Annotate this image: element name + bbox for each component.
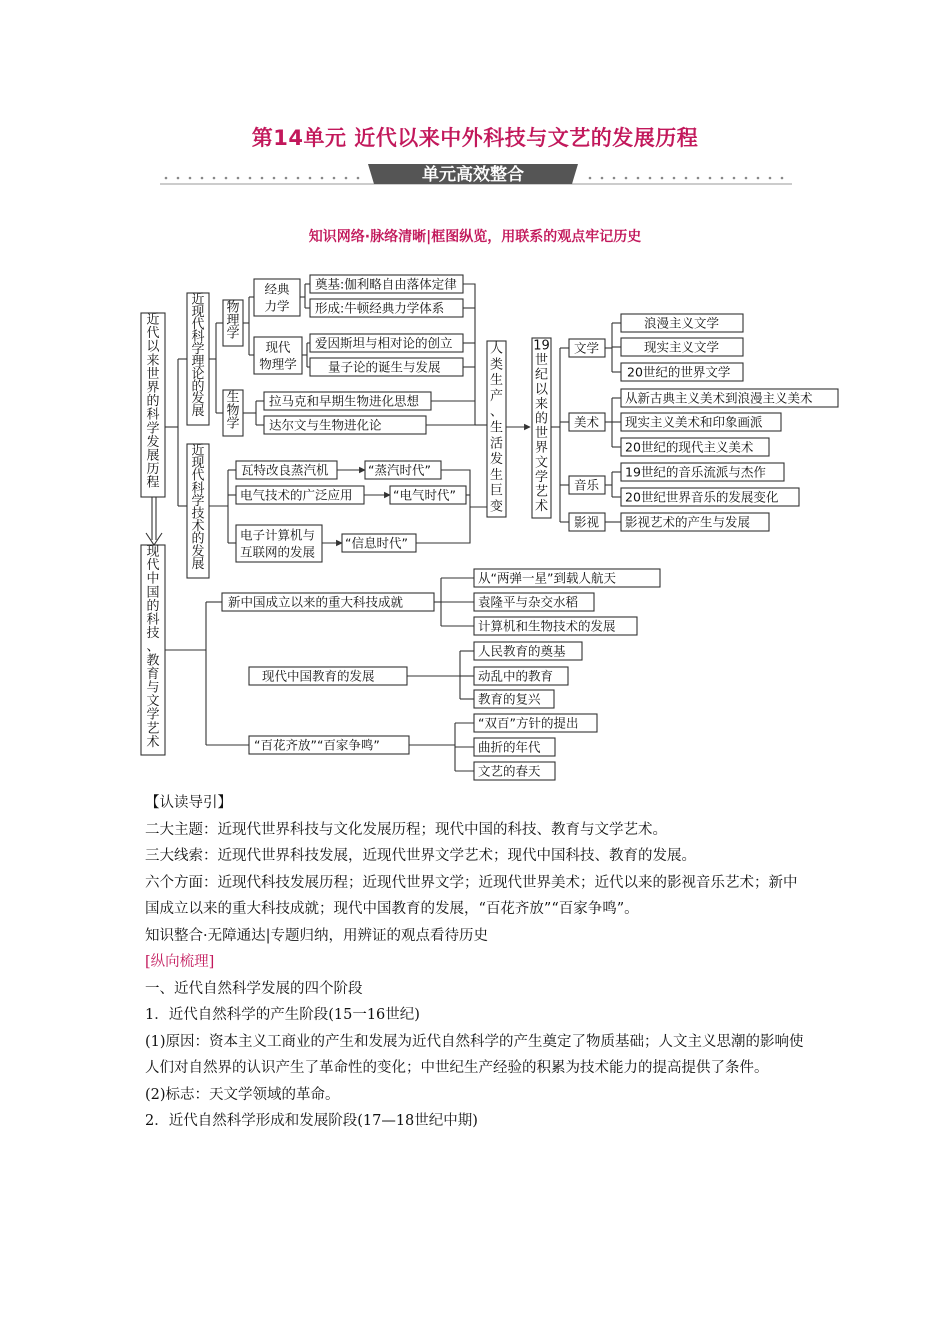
modern-2-text: 量子论的诞生与发展	[328, 359, 441, 375]
guide-heading: 【认读导引】	[145, 795, 232, 811]
root-bottom-text-char: 、	[146, 639, 160, 655]
box-classical-1	[310, 275, 463, 293]
modern-physics-l1: 现代	[265, 339, 291, 355]
tech-1-text: 瓦特改良蒸汽机	[241, 462, 329, 478]
tech-text-char: 科	[191, 481, 205, 497]
root-top-text-char: 学	[146, 421, 160, 437]
life-change-text-char: 巨	[489, 483, 504, 499]
life-change-text-char: 人	[489, 341, 504, 357]
theory-text-char: 近	[191, 292, 205, 308]
theory-text-char: 科	[191, 329, 205, 345]
box-lit-1	[621, 314, 743, 332]
classical-2-text: 形成:牛顿经典力学体系	[315, 300, 445, 316]
film-text: 影视	[574, 514, 600, 530]
box-art-2	[621, 413, 781, 431]
tech-3b-text: 互联网的发展	[240, 544, 316, 560]
banner-label: 单元高效整合	[422, 165, 524, 185]
box-film	[569, 513, 605, 531]
theory-text-char: 理	[191, 354, 205, 370]
root-bottom-text-char: 的	[146, 598, 160, 614]
root-bottom-text-char: 艺	[146, 721, 160, 737]
art-1-text: 从新古典主义美术到浪漫主义美术	[625, 390, 813, 406]
theory-text-char: 发	[191, 391, 205, 407]
life-change-text-char: 变	[489, 499, 504, 515]
box-modern-1	[310, 334, 463, 352]
arts19-text-char: 艺	[534, 484, 549, 500]
box-tech-2	[236, 486, 364, 504]
modern-1-text: 爱因斯坦与相对论的创立	[315, 335, 453, 351]
arts19-text	[533, 339, 550, 515]
theory-text-char: 代	[191, 317, 205, 333]
arts19-text-char: 纪	[534, 367, 549, 383]
root-top-text-char: 历	[146, 462, 160, 478]
arts19-text-char: 术	[534, 499, 549, 515]
cn-sci-3-text: 计算机和生物技术的发展	[478, 618, 616, 634]
biology-text-char: 生	[226, 390, 240, 406]
root-bottom-text-char: 代	[146, 558, 160, 574]
art-2-text: 现实主义美术和印象画派	[625, 414, 763, 430]
root-bottom-text-char: 育	[146, 666, 160, 682]
cn-sci-text: 新中国成立以来的重大科技成就	[228, 594, 404, 610]
lit-3-text: 20世纪的世界文学	[627, 364, 731, 380]
box-art	[569, 413, 605, 431]
root-top-text-char: 发	[146, 434, 160, 450]
cn-sci-2-text: 袁隆平与杂交水稻	[478, 594, 579, 610]
physics-text	[226, 300, 239, 342]
root-top-text-char: 来	[146, 353, 160, 369]
biology-text-char: 物	[226, 403, 240, 419]
box-cn-edu-1	[474, 642, 582, 660]
root-top-text-char: 展	[146, 448, 160, 464]
box-music-1	[621, 463, 784, 481]
heading-four-stages: 一、近代自然科学发展的四个阶段	[145, 980, 363, 997]
vertical-review-tag: [纵向梳理]	[145, 954, 215, 970]
root-top-text-char: 世	[146, 366, 160, 382]
section-heading: 知识整合·无障通达|专题归纳，用辨证的观点看待历史	[145, 927, 488, 944]
art-3-text: 20世纪的现代主义美术	[625, 439, 754, 455]
box-cn-sci-1	[474, 569, 660, 587]
root-top-text-char: 程	[146, 475, 160, 491]
page-title: 第14单元 近代以来中外科技与文艺的发展历程	[251, 126, 699, 150]
theory-text-char: 学	[191, 342, 205, 358]
root-top-text-char: 的	[146, 394, 160, 410]
cn-edu-text: 现代中国教育的发展	[262, 668, 375, 684]
root-top-text	[146, 313, 160, 491]
tech-3r-text: “信息时代”	[345, 535, 408, 551]
box-tech-1	[236, 461, 337, 479]
box-modern-physics	[254, 337, 302, 374]
box-classical	[254, 279, 300, 316]
box-cn-lit-3	[474, 762, 555, 780]
tech-text-char: 技	[191, 506, 205, 522]
film-1-text: 影视艺术的产生与发展	[625, 514, 751, 530]
arts19-text-char: 世	[534, 426, 549, 442]
arts19-text-char: 以	[534, 382, 549, 398]
bio-2-text: 达尔文与生物进化论	[269, 417, 382, 433]
life-change-text-char: 类	[489, 357, 504, 373]
music-2-text: 20世纪世界音乐的发展变化	[625, 489, 779, 505]
stage-1-sign: (2)标志：天文学领域的革命。	[145, 1086, 340, 1103]
root-bottom-text	[146, 545, 159, 750]
stage-2-heading: 2．近代自然科学形成和发展阶段(17—18世纪中期)	[145, 1113, 478, 1129]
tech-text-char: 展	[191, 556, 205, 572]
biology-text-char: 学	[226, 416, 240, 432]
root-bottom-text-char: 国	[146, 585, 160, 601]
cn-lit-text: “百花齐放”“百家争鸣”	[254, 737, 380, 753]
tech-text-char: 近	[191, 443, 205, 459]
tech-text-char: 现	[191, 456, 205, 472]
box-cn-sci-3	[474, 617, 637, 635]
life-change-text-char: 产	[489, 388, 504, 404]
box-cn-edu-3	[474, 690, 554, 708]
tech-1r-text: “蒸汽时代”	[368, 462, 431, 478]
biology-text	[226, 390, 239, 432]
lit-2-text: 现实主义文学	[644, 339, 720, 355]
physics-text-char: 理	[226, 313, 240, 329]
life-change-text-char: 、	[489, 404, 504, 420]
life-change-text	[490, 342, 503, 515]
tech-text-char: 术	[191, 519, 205, 535]
box-tech-2r	[390, 486, 466, 504]
root-top-text-char: 近	[146, 312, 160, 328]
tech-2-text: 电气技术的广泛应用	[240, 487, 353, 503]
cn-edu-1-text: 人民教育的奠基	[478, 643, 566, 659]
root-top-text-char: 科	[146, 407, 160, 423]
music-text: 音乐	[574, 477, 600, 493]
box-tech-3r	[342, 534, 416, 552]
body-text	[145, 790, 810, 1135]
theory-text	[191, 293, 204, 420]
box-cn-lit	[249, 736, 409, 754]
box-lit	[569, 339, 605, 357]
cn-lit-2-text: 曲折的年代	[478, 739, 541, 755]
root-bottom-text-char: 学	[146, 707, 160, 723]
life-change-text-char: 生	[489, 420, 504, 436]
box-art-1	[621, 389, 838, 407]
bio-1-text: 拉马克和早期生物进化思想	[269, 393, 420, 409]
box-music-2	[621, 488, 799, 506]
stage-1-cause: (1)原因：资本主义工商业的产生和发展为近代自然科学的产生奠定了物质基础；人文主义思潮的影响使人们对自然界的认识产生了革命性的变化；中世纪生产经验的积累为技术能力的提高提供了条件。	[145, 1033, 804, 1076]
box-bio-1	[264, 392, 431, 410]
cn-lit-3-text: 文艺的春天	[478, 763, 541, 779]
root-bottom-text-char: 术	[146, 734, 160, 750]
box-bio-2	[264, 416, 426, 434]
box-cn-lit-1	[474, 714, 597, 732]
paragraph-themes: 二大主题：近现代世界科技与文化发展历程；现代中国的科技、教育与文学艺术。	[145, 821, 667, 838]
art-text: 美术	[574, 414, 600, 430]
physics-text-char: 物	[226, 300, 240, 316]
box-cn-edu	[249, 667, 407, 685]
arts19-text-char: 来	[534, 396, 549, 412]
box-cn-edu-2	[474, 667, 568, 685]
root-bottom-text-char: 文	[146, 694, 160, 710]
cn-edu-2-text: 动乱中的教育	[478, 668, 554, 684]
arts19-text-char: 界	[534, 440, 549, 456]
box-cn-sci-2	[474, 593, 594, 611]
box-music	[569, 476, 605, 494]
arts19-text-char: 19	[533, 338, 550, 354]
box-cn-sci	[222, 593, 434, 611]
section-subtitle: 知识网络·脉络清晰|框图纵览，用联系的观点牢记历史	[308, 229, 642, 245]
life-change-text-char: 活	[489, 436, 504, 452]
root-top-text-char: 代	[146, 326, 160, 342]
box-cn-lit-2	[474, 738, 555, 756]
tech-text	[191, 444, 204, 572]
tech-text-char: 发	[191, 544, 205, 560]
lit-text: 文学	[574, 340, 600, 356]
classical-l1: 经典	[264, 281, 290, 297]
arts19-text-char: 文	[534, 455, 549, 471]
theory-text-char: 论	[191, 366, 205, 382]
root-top-text-char: 以	[146, 339, 160, 355]
theory-text-char: 的	[191, 379, 205, 395]
music-1-text: 19世纪的音乐流派与杰作	[625, 464, 766, 480]
tech-3a-text: 电子计算机与	[240, 527, 316, 543]
box-tech-1r	[365, 461, 441, 479]
arts19-text-char: 的	[534, 411, 549, 427]
root-bottom-text-char: 与	[146, 680, 160, 696]
root-top-text-char: 界	[146, 380, 160, 396]
modern-physics-l2: 物理学	[259, 356, 297, 372]
box-tech-3	[236, 525, 322, 562]
box-classical-2	[310, 299, 463, 317]
physics-text-char: 学	[226, 326, 240, 342]
life-change-text-char: 发	[489, 452, 504, 468]
classical-1-text: 奠基:伽利略自由落体定律	[315, 276, 457, 292]
arts19-text-char: 世	[534, 353, 549, 369]
tech-text-char: 的	[191, 531, 205, 547]
classical-l2: 力学	[264, 298, 290, 314]
box-art-3	[621, 438, 769, 456]
paragraph-threads: 三大线索：近现代世界科技发展，近现代世界文学艺术；现代中国科技、教育的发展。	[145, 848, 696, 864]
box-film-1	[621, 513, 769, 531]
root-bottom-text-char: 中	[146, 571, 160, 587]
cn-lit-1-text: “双百”方针的提出	[478, 715, 579, 731]
theory-text-char: 现	[191, 304, 205, 320]
cn-sci-1-text: 从“两弹一星”到载人航天	[478, 570, 616, 586]
theory-text-char: 展	[191, 404, 205, 420]
box-lit-3	[621, 363, 743, 381]
stage-1-heading: 1．近代自然科学的产生阶段(15一16世纪)	[145, 1007, 420, 1023]
box-lit-2	[621, 338, 743, 356]
lit-1-text: 浪漫主义文学	[644, 315, 720, 331]
arts19-text-char: 学	[534, 469, 549, 485]
paragraph-aspects: 六个方面：近现代科技发展历程；近现代世界文学；近现代世界美术；近代以来的影视音乐艺术；新中国成立以来的重大科技成就；现代中国教育的发展，“百花齐放”“百家争鸣”。	[145, 874, 798, 917]
tech-text-char: 学	[191, 493, 205, 509]
root-bottom-text-char: 现	[146, 544, 160, 560]
root-bottom-text-char: 技	[146, 626, 160, 642]
life-change-text-char: 生	[489, 373, 504, 389]
tech-2r-text: “电气时代”	[393, 487, 456, 503]
box-modern-2	[310, 358, 463, 376]
root-bottom-text-char: 教	[146, 653, 160, 669]
root-bottom-text-char: 科	[146, 612, 160, 628]
life-change-text-char: 生	[489, 467, 504, 483]
tech-text-char: 代	[191, 468, 205, 484]
cn-edu-3-text: 教育的复兴	[478, 691, 541, 707]
